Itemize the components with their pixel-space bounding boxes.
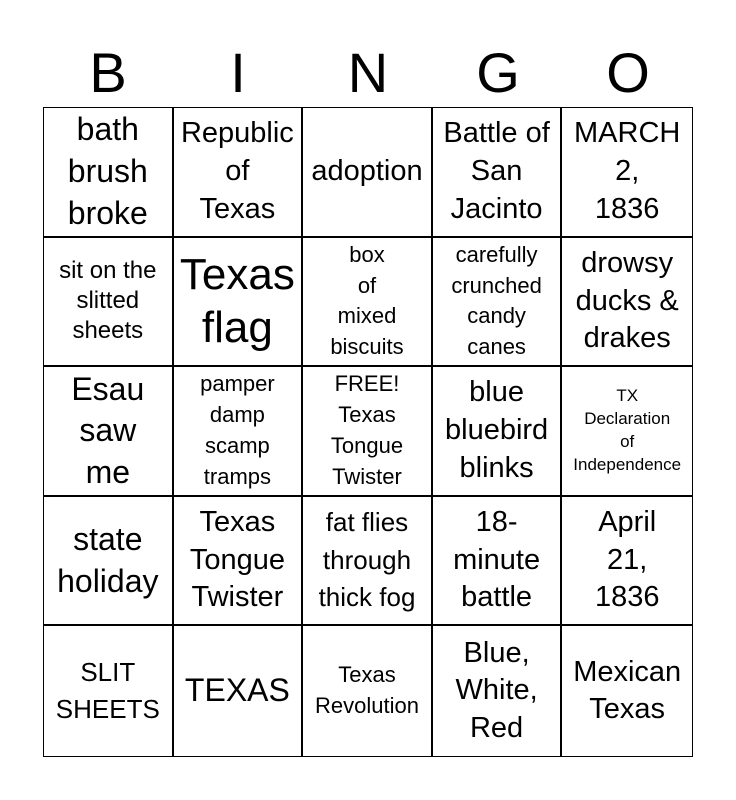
- cell-text: sit on the slitted sheets: [59, 257, 157, 345]
- bingo-cell[interactable]: [562, 626, 692, 756]
- bingo-cell[interactable]: [174, 108, 304, 238]
- cell-text: blue bluebird blinks: [445, 376, 549, 484]
- bingo-cell[interactable]: [303, 626, 433, 756]
- cell-text: April 21, 1836: [594, 506, 660, 614]
- header-letter-g: G: [476, 41, 520, 104]
- cell-text: Battle of San Jacinto: [443, 117, 550, 225]
- cell-text: MARCH 2, 1836: [574, 117, 681, 225]
- cell-text: box of mixed biscuits: [330, 241, 404, 360]
- cell-text: fat flies through thick fog: [318, 507, 416, 613]
- cell-text: adoption: [311, 154, 423, 187]
- bingo-cell[interactable]: [174, 626, 304, 756]
- cell-text: TX Declaration of Independence: [573, 386, 682, 474]
- header-letter-b: B: [89, 41, 127, 104]
- cell-text: drowsy ducks & drakes: [575, 246, 679, 355]
- cell-text: FREE! Texas Tongue Twister: [330, 371, 404, 489]
- bingo-cell[interactable]: [433, 626, 563, 756]
- bingo-header: [43, 38, 693, 108]
- bingo-cell[interactable]: [174, 497, 304, 627]
- bingo-cell[interactable]: [44, 497, 174, 627]
- header-letter-i: I: [230, 41, 246, 104]
- cell-text: Mexican Texas: [573, 655, 682, 726]
- cell-text: state holiday: [57, 521, 159, 599]
- bingo-cell[interactable]: [44, 108, 174, 238]
- bingo-cell[interactable]: [562, 108, 692, 238]
- header-letter-n: N: [347, 41, 389, 104]
- bingo-cell[interactable]: [562, 367, 692, 497]
- cell-text: Texas Revolution: [315, 662, 419, 719]
- bingo-cell[interactable]: [303, 238, 433, 368]
- cell-text: Republic of Texas: [180, 117, 294, 225]
- cell-text: pamper damp scamp tramps: [200, 371, 275, 489]
- cell-text: Texas Tongue Twister: [189, 506, 285, 614]
- bingo-cell[interactable]: [562, 238, 692, 368]
- bingo-board: [43, 107, 693, 757]
- bingo-cell[interactable]: [433, 497, 563, 627]
- cell-text: SLIT SHEETS: [55, 656, 160, 725]
- cell-text: bath brush broke: [67, 111, 148, 231]
- bingo-cell[interactable]: [174, 238, 304, 368]
- free-space-cell[interactable]: [303, 367, 433, 497]
- bingo-cell[interactable]: [44, 626, 174, 756]
- cell-text: Texas flag: [179, 249, 295, 353]
- cell-text: TEXAS: [184, 672, 290, 709]
- bingo-cell[interactable]: [44, 238, 174, 368]
- cell-text: Blue, White, Red: [455, 636, 538, 745]
- cell-text: 18- minute battle: [453, 506, 541, 614]
- header-letter-o: O: [606, 41, 650, 104]
- cell-text: Esau saw me: [71, 370, 145, 490]
- bingo-cell[interactable]: [174, 367, 304, 497]
- bingo-cell[interactable]: [433, 238, 563, 368]
- bingo-cell[interactable]: [433, 367, 563, 497]
- bingo-cell[interactable]: [562, 497, 692, 627]
- bingo-cell[interactable]: [44, 367, 174, 497]
- bingo-cell[interactable]: [433, 108, 563, 238]
- bingo-cell[interactable]: [303, 497, 433, 627]
- bingo-cell[interactable]: [303, 108, 433, 238]
- cell-text: carefully crunched candy canes: [451, 241, 542, 360]
